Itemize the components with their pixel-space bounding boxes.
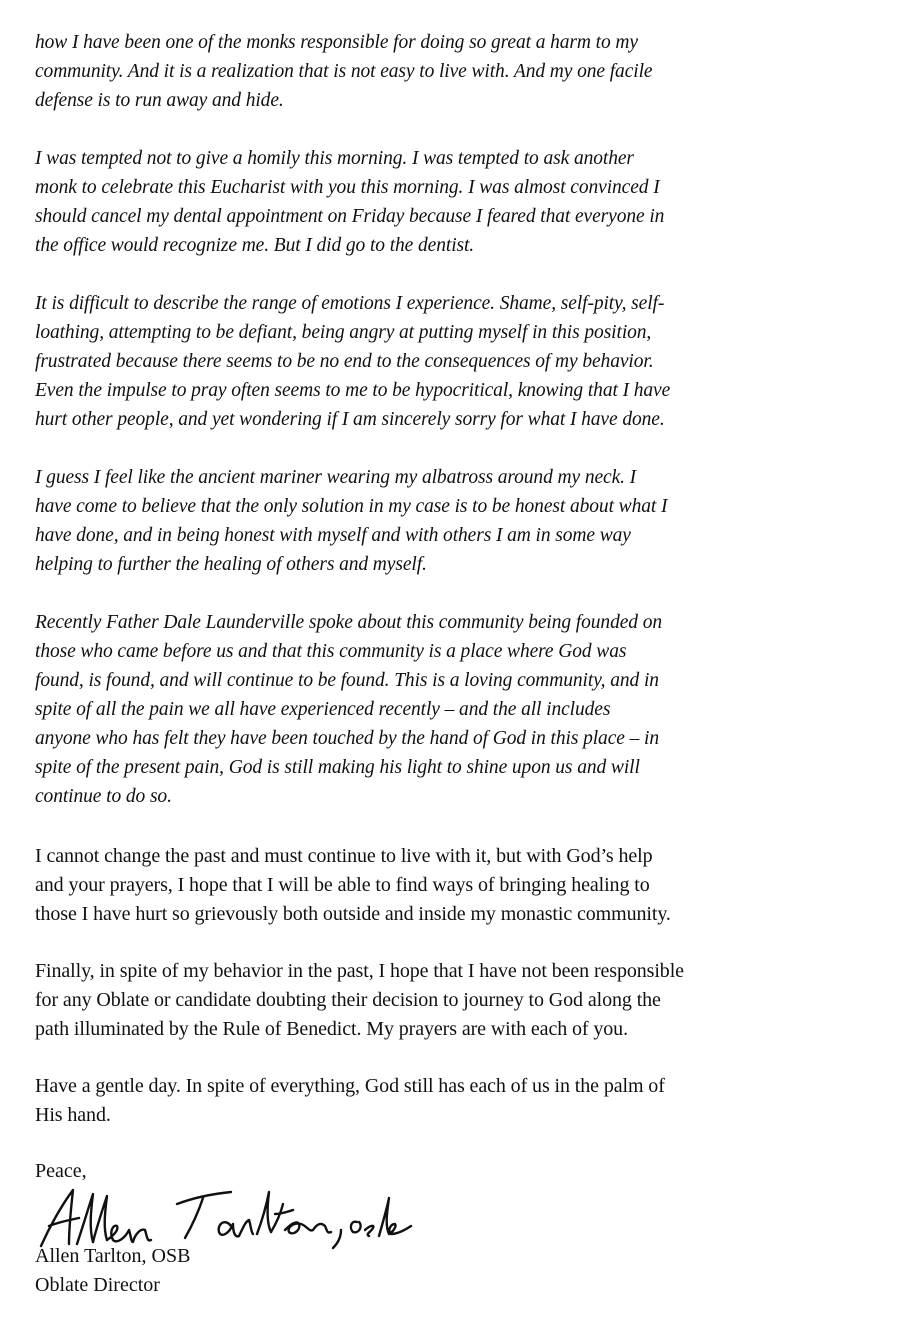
paragraph-line: have done, and in being honest with myself and with others I am in some way xyxy=(35,525,631,546)
closing-salutation: Peace, xyxy=(35,1160,87,1182)
paragraph-line: have come to believe that the only solution in my case is to be honest about what I xyxy=(35,496,668,517)
paragraph-line: It is difficult to describe the range of emotions I experience. Shame, self-pity, self- xyxy=(35,293,665,314)
paragraph-1 xyxy=(35,28,875,115)
signer-name: Allen Tarlton, OSB xyxy=(35,1245,191,1267)
paragraph-2 xyxy=(35,144,875,260)
paragraph-line: and your prayers, I hope that I will be able to find ways of bringing healing to xyxy=(35,874,650,896)
paragraph-line: Have a gentle day. In spite of everything, God still has each of us in the palm of xyxy=(35,1075,665,1097)
paragraph-line: helping to further the healing of others and myself. xyxy=(35,554,427,575)
paragraph-line: the office would recognize me. But I did go to the dentist. xyxy=(35,235,475,256)
paragraph-line: hurt other people, and yet wondering if I am sincerely sorry for what I have done. xyxy=(35,409,665,430)
paragraph-5 xyxy=(35,608,875,811)
paragraph-4 xyxy=(35,463,875,579)
paragraph-line: I cannot change the past and must continue to live with it, but with God’s help xyxy=(35,845,653,867)
paragraph-line: defense is to run away and hide. xyxy=(35,90,284,111)
paragraph-line: path illuminated by the Rule of Benedict. My prayers are with each of you. xyxy=(35,1018,628,1040)
paragraph-7 xyxy=(35,957,875,1044)
paragraph-line: spite of the present pain, God is still making his light to shine upon us and will xyxy=(35,757,640,778)
paragraph-line: His hand. xyxy=(35,1104,111,1126)
paragraph-line: should cancel my dental appointment on Friday because I feared that everyone in xyxy=(35,206,665,227)
paragraph-line: found, is found, and will continue to be found. This is a loving community, and in xyxy=(35,670,659,691)
paragraph-line: spite of all the pain we all have experienced recently – and the all includes xyxy=(35,699,611,720)
paragraph-line: Finally, in spite of my behavior in the past, I hope that I have not been responsible xyxy=(35,960,684,982)
paragraph-line: those who came before us and that this community is a place where God was xyxy=(35,641,627,662)
paragraph-6 xyxy=(35,842,875,929)
paragraph-line: I was tempted not to give a homily this morning. I was tempted to ask another xyxy=(35,148,634,169)
paragraph-line: I guess I feel like the ancient mariner wearing my albatross around my neck. I xyxy=(35,467,637,488)
paragraph-line: continue to do so. xyxy=(35,786,172,807)
paragraph-3 xyxy=(35,289,875,434)
paragraph-line: for any Oblate or candidate doubting their decision to journey to God along the xyxy=(35,989,661,1011)
paragraph-line: how I have been one of the monks responsible for doing so great a harm to my xyxy=(35,32,638,53)
paragraph-line: Even the impulse to pray often seems to me to be hypocritical, knowing that I have xyxy=(35,380,671,401)
paragraph-line: community. And it is a realization that is not easy to live with. And my one facile xyxy=(35,61,653,82)
paragraph-line: Recently Father Dale Launderville spoke about this community being founded on xyxy=(35,612,662,633)
paragraph-line: anyone who has felt they have been touched by the hand of God in this place – in xyxy=(35,728,659,749)
paragraph-line: frustrated because there seems to be no end to the consequences of my behavior. xyxy=(35,351,654,372)
paragraph-8 xyxy=(35,1072,875,1130)
paragraph-line: monk to celebrate this Eucharist with you this morning. I was almost convinced I xyxy=(35,177,660,198)
paragraph-line: loathing, attempting to be defiant, being angry at putting myself in this position, xyxy=(35,322,652,343)
signer-title: Oblate Director xyxy=(35,1274,160,1296)
paragraph-line: those I have hurt so grievously both outside and inside my monastic community. xyxy=(35,903,671,925)
